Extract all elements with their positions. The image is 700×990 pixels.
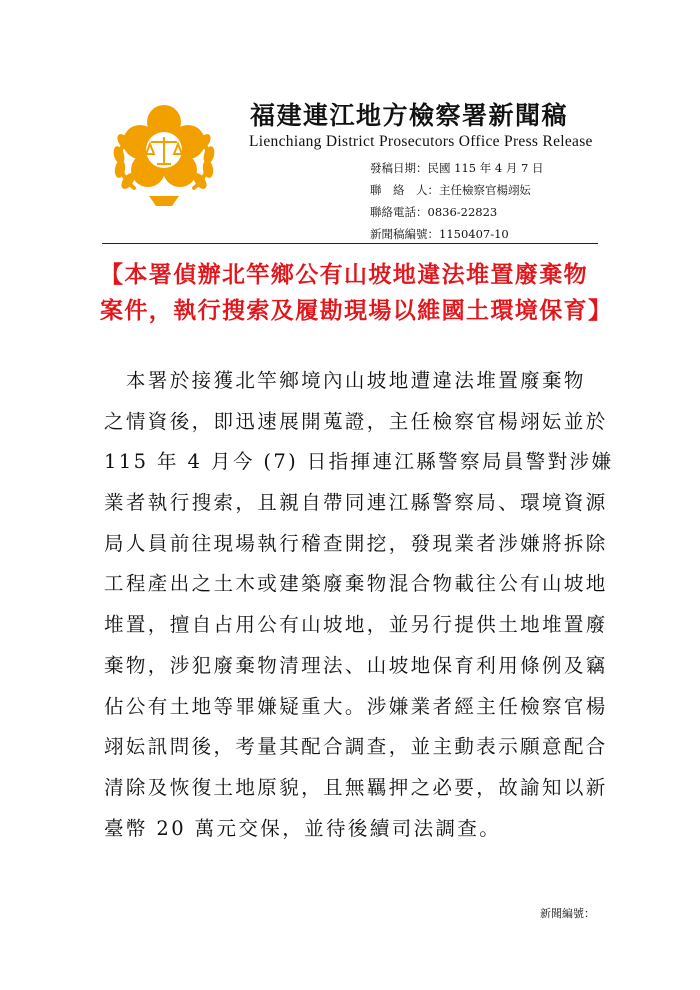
headline-line-1: 【本署偵辦北竿鄉公有山坡地違法堆置廢棄物 — [100, 262, 588, 288]
article-body — [104, 361, 624, 849]
contact-phone: 聯絡電話：0836-22823 — [370, 205, 498, 219]
headline-line-2: 案件，執行搜索及履勘現場以維國土環境保育】 — [100, 298, 613, 324]
press-release-title: 福建連江地方檢察署新聞稿 — [250, 101, 569, 130]
headline — [100, 257, 613, 329]
body-line: 棄物，涉犯廢棄物清理法、山坡地保育利用條例及竊 — [104, 653, 608, 677]
release-meta — [370, 157, 690, 245]
footer-news-number-label: 新聞編號： — [540, 907, 595, 920]
body-line: 臺幣 20 萬元交保，並待後續司法調查。 — [104, 816, 502, 840]
body-line: 本署於接獲北竿鄉境內山坡地遭違法堆置廢棄物 — [104, 369, 586, 392]
body-line: 堆置，擅自占用公有山坡地，並另行提供土地堆置廢 — [104, 613, 608, 637]
body-line: 工程產出之土木或建築廢棄物混合物載往公有山坡地 — [104, 572, 608, 596]
contact-person: 聯 絡 人：主任檢察官楊翊妘 — [370, 183, 531, 197]
body-line: 業者執行搜索，且親自帶同連江縣警察局、環境資源 — [104, 491, 608, 515]
body-line: 佔公有土地等罪嫌疑重大。涉嫌業者經主任檢察官楊 — [104, 694, 608, 718]
body-line: 翊妘訊問後，考量其配合調查，並主動表示願意配合 — [104, 735, 608, 759]
prosecutors-office-emblem-logo — [104, 92, 224, 210]
header-divider — [102, 243, 598, 244]
release-number: 新聞稿編號：1150407-10 — [370, 227, 509, 241]
press-release-subtitle-en: Lienchiang District Prosecutors Office Press Release — [249, 133, 593, 150]
release-date: 發稿日期：民國 115 年 4 月 7 日 — [370, 161, 544, 175]
body-line: 之情資後，即迅速展開蒐證，主任檢察官楊翊妘並於 — [104, 409, 608, 433]
body-line: 清除及恢復土地原貌，且無羈押之必要，故諭知以新 — [104, 775, 608, 799]
body-line: 115 年 4 月今 (7) 日指揮連江縣警察局員警對涉嫌 — [104, 450, 614, 474]
body-line: 局人員前往現場執行稽查開挖，發現業者涉嫌將拆除 — [104, 531, 608, 555]
